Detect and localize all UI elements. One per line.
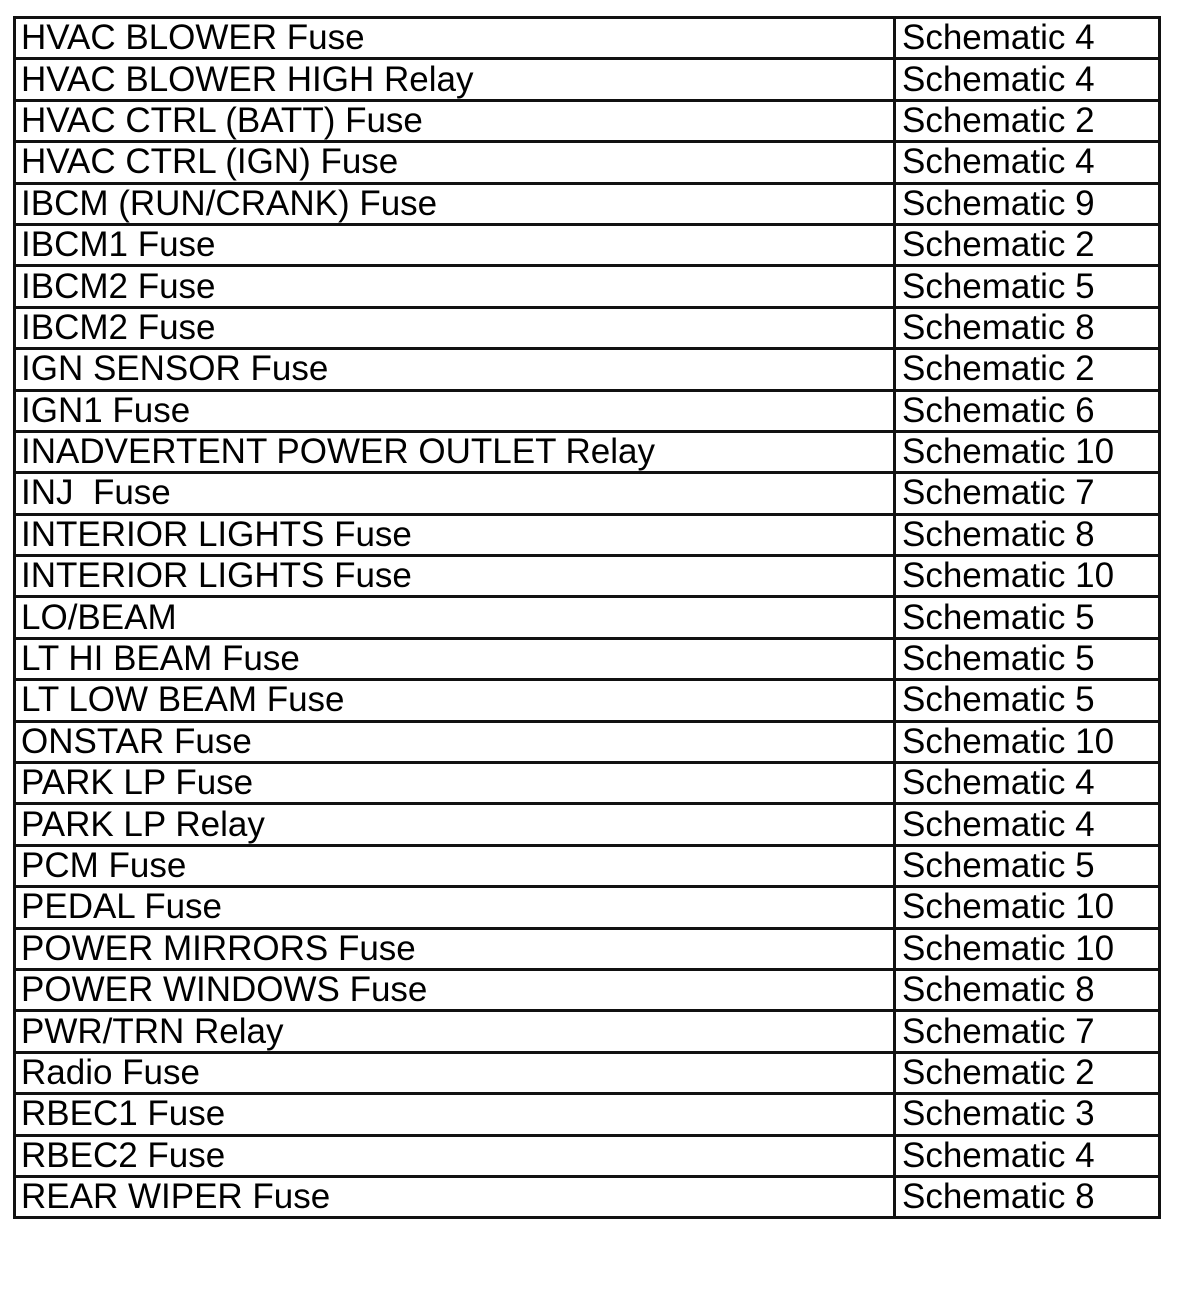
component-cell: INTERIOR LIGHTS Fuse [15, 514, 895, 555]
schematic-cell: Schematic 3 [895, 1094, 1160, 1135]
component-cell: HVAC CTRL (IGN) Fuse [15, 142, 895, 183]
component-cell: REAR WIPER Fuse [15, 1176, 895, 1217]
component-cell: POWER WINDOWS Fuse [15, 969, 895, 1010]
table-row [15, 224, 1160, 265]
table-row [15, 680, 1160, 721]
table-row [15, 638, 1160, 679]
schematic-cell: Schematic 10 [895, 928, 1160, 969]
table-row [15, 1135, 1160, 1176]
component-cell: RBEC1 Fuse [15, 1094, 895, 1135]
schematic-cell: Schematic 8 [895, 1176, 1160, 1217]
schematic-cell: Schematic 4 [895, 18, 1160, 59]
schematic-cell: Schematic 6 [895, 390, 1160, 431]
table-row [15, 514, 1160, 555]
schematic-cell: Schematic 5 [895, 266, 1160, 307]
table-row [15, 1094, 1160, 1135]
component-cell: LT LOW BEAM Fuse [15, 680, 895, 721]
component-cell: PARK LP Relay [15, 804, 895, 845]
schematic-cell: Schematic 4 [895, 142, 1160, 183]
table-row [15, 183, 1160, 224]
component-cell: PCM Fuse [15, 845, 895, 886]
schematic-cell: Schematic 2 [895, 349, 1160, 390]
table-body [15, 18, 1160, 1218]
component-cell: POWER MIRRORS Fuse [15, 928, 895, 969]
component-cell: LO/BEAM [15, 597, 895, 638]
schematic-cell: Schematic 8 [895, 514, 1160, 555]
table-row [15, 928, 1160, 969]
component-cell: RBEC2 Fuse [15, 1135, 895, 1176]
schematic-cell: Schematic 5 [895, 680, 1160, 721]
schematic-cell: Schematic 7 [895, 473, 1160, 514]
table-row [15, 1011, 1160, 1052]
table-row [15, 763, 1160, 804]
table-row [15, 100, 1160, 141]
component-cell: IGN SENSOR Fuse [15, 349, 895, 390]
schematic-cell: Schematic 2 [895, 1052, 1160, 1093]
table-row [15, 473, 1160, 514]
component-cell: IBCM2 Fuse [15, 307, 895, 348]
schematic-cell: Schematic 10 [895, 887, 1160, 928]
schematic-cell: Schematic 10 [895, 556, 1160, 597]
schematic-cell: Schematic 4 [895, 59, 1160, 100]
component-cell: IBCM1 Fuse [15, 224, 895, 265]
table-row [15, 18, 1160, 59]
component-cell: HVAC BLOWER HIGH Relay [15, 59, 895, 100]
table-row [15, 142, 1160, 183]
schematic-cell: Schematic 2 [895, 100, 1160, 141]
component-cell: HVAC BLOWER Fuse [15, 18, 895, 59]
schematic-cell: Schematic 4 [895, 763, 1160, 804]
component-cell: IGN1 Fuse [15, 390, 895, 431]
schematic-cell: Schematic 10 [895, 431, 1160, 472]
schematic-cell: Schematic 2 [895, 224, 1160, 265]
table-row [15, 845, 1160, 886]
table-row [15, 804, 1160, 845]
component-cell: HVAC CTRL (BATT) Fuse [15, 100, 895, 141]
schematic-cell: Schematic 4 [895, 1135, 1160, 1176]
table-row [15, 349, 1160, 390]
component-cell: PWR/TRN Relay [15, 1011, 895, 1052]
schematic-cell: Schematic 10 [895, 721, 1160, 762]
schematic-cell: Schematic 4 [895, 804, 1160, 845]
component-cell: IBCM (RUN/CRANK) Fuse [15, 183, 895, 224]
component-cell: INADVERTENT POWER OUTLET Relay [15, 431, 895, 472]
component-cell: PARK LP Fuse [15, 763, 895, 804]
component-cell: PEDAL Fuse [15, 887, 895, 928]
table-row [15, 721, 1160, 762]
table-row [15, 887, 1160, 928]
table-row [15, 266, 1160, 307]
table-row [15, 969, 1160, 1010]
schematic-cell: Schematic 9 [895, 183, 1160, 224]
table-row [15, 59, 1160, 100]
component-cell: LT HI BEAM Fuse [15, 638, 895, 679]
component-cell: INJ Fuse [15, 473, 895, 514]
fuse-schematic-table [13, 16, 1161, 1219]
table-row [15, 390, 1160, 431]
table-row [15, 597, 1160, 638]
component-cell: Radio Fuse [15, 1052, 895, 1093]
schematic-cell: Schematic 8 [895, 307, 1160, 348]
schematic-cell: Schematic 5 [895, 638, 1160, 679]
table-row [15, 1176, 1160, 1217]
table-row [15, 1052, 1160, 1093]
component-cell: INTERIOR LIGHTS Fuse [15, 556, 895, 597]
schematic-cell: Schematic 5 [895, 597, 1160, 638]
component-cell: ONSTAR Fuse [15, 721, 895, 762]
table-row [15, 556, 1160, 597]
table-row [15, 307, 1160, 348]
schematic-cell: Schematic 5 [895, 845, 1160, 886]
component-cell: IBCM2 Fuse [15, 266, 895, 307]
schematic-cell: Schematic 8 [895, 969, 1160, 1010]
schematic-cell: Schematic 7 [895, 1011, 1160, 1052]
table-row [15, 431, 1160, 472]
